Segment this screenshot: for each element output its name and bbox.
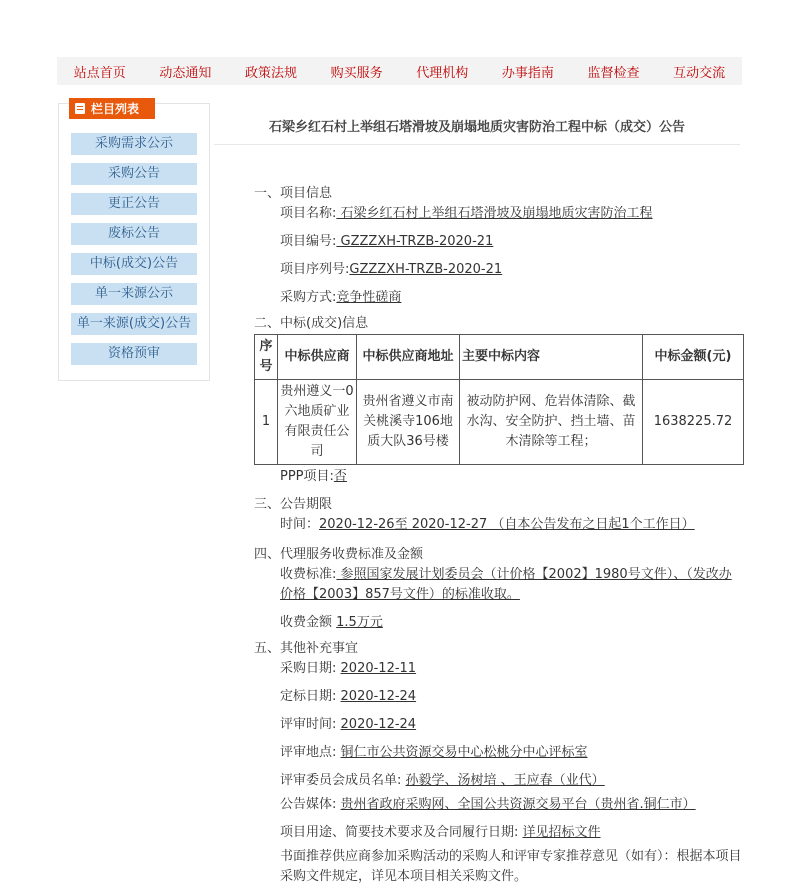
purchase-method: 竞争性磋商 bbox=[336, 290, 402, 305]
review-members: 孙毅学、汤树培 、王应春（业代） bbox=[405, 773, 605, 788]
nav-item[interactable]: 政策法规 bbox=[245, 65, 298, 81]
sidebar-item[interactable]: 资格预审 bbox=[71, 343, 197, 365]
cell-seq: 1 bbox=[255, 380, 278, 465]
cell-address: 贵州省遵义市南关桃溪寺106地质大队36号楼 bbox=[357, 380, 460, 465]
table-row bbox=[255, 380, 744, 465]
section-3-heading: 三、公告期限 bbox=[254, 497, 333, 512]
th-address: 中标供应商地址 bbox=[357, 335, 460, 380]
sidebar-item[interactable]: 采购公告 bbox=[71, 163, 197, 185]
nav-item[interactable]: 代理机构 bbox=[416, 65, 469, 81]
project-seq: GZZZXH-TRZB-2020-21 bbox=[349, 262, 503, 277]
article-title: 石梁乡红石村上举组石塔滑坡及崩塌地质灾害防治工程中标（成交）公告 bbox=[268, 120, 685, 135]
nav-item[interactable]: 购买服务 bbox=[330, 65, 383, 81]
section-2-heading: 二、中标(成交)信息 bbox=[254, 316, 369, 331]
project-seq-label: 项目序列号: bbox=[280, 262, 350, 277]
nav-item[interactable]: 站点首页 bbox=[73, 65, 126, 81]
recommend-note: 书面推荐供应商参加采购活动的采购人和评审专家推荐意见（如有）：根据本项目采购文件规定，详见本项目相关采购文件。 bbox=[280, 849, 742, 884]
cell-amount: 1638225.72 bbox=[643, 380, 744, 465]
review-place: 铜仁市公共资源交易中心松桃分中心评标室 bbox=[340, 745, 588, 760]
project-code: GZZZXH-TRZB-2020-21 bbox=[336, 234, 494, 249]
section-5-heading: 五、其他补充事宜 bbox=[254, 641, 359, 656]
th-seq: 序号 bbox=[255, 335, 278, 380]
sidebar-item[interactable]: 废标公告 bbox=[71, 223, 197, 245]
cell-supplier: 贵州遵义一0六地质矿业有限责任公司 bbox=[278, 380, 357, 465]
usage-label: 项目用途、简要技术要求及合同履行日期: bbox=[280, 825, 519, 840]
review-date-label: 评审时间: bbox=[280, 717, 337, 732]
project-name: 石梁乡红石村上举组石塔滑坡及崩塌地质灾害防治工程 bbox=[336, 206, 653, 221]
article-content bbox=[254, 184, 744, 891]
nav-item[interactable]: 办事指南 bbox=[501, 65, 554, 81]
method-label: 采购方式: bbox=[280, 290, 337, 305]
sidebar-title: 栏目列表 bbox=[91, 102, 140, 116]
top-nav bbox=[57, 57, 742, 85]
fee-amount-label: 收费金额 bbox=[280, 615, 333, 630]
th-supplier: 中标供应商 bbox=[278, 335, 357, 380]
cell-content: 被动防护网、危岩体清除、截水沟、安全防护、挡土墙、苗木清除等工程； bbox=[460, 380, 643, 465]
sidebar-item[interactable]: 更正公告 bbox=[71, 193, 197, 215]
sidebar-item[interactable]: 中标(成交)公告 bbox=[71, 253, 197, 275]
members-label: 评审委员会成员名单: bbox=[280, 773, 402, 788]
sidebar-item[interactable]: 单一来源公示 bbox=[71, 283, 197, 305]
media-label: 公告媒体: bbox=[280, 797, 337, 812]
announce-period: 2020-12-26至 2020-12-27 （自本公告发布之日起1个工作日） bbox=[319, 517, 695, 532]
sidebar-list bbox=[71, 133, 197, 373]
sidebar-item[interactable]: 采购需求公示 bbox=[71, 133, 197, 155]
review-place-label: 评审地点: bbox=[280, 745, 337, 760]
list-icon bbox=[75, 103, 85, 114]
nav-item[interactable]: 监督检查 bbox=[587, 65, 640, 81]
project-name-label: 项目名称: bbox=[280, 206, 337, 221]
announce-media: 贵州省政府采购网、全国公共资源交易平台（贵州省.铜仁市） bbox=[340, 797, 696, 812]
title-divider bbox=[214, 144, 740, 145]
table-header-row bbox=[255, 335, 744, 380]
ppp-label: PPP项目: bbox=[280, 469, 334, 484]
project-code-label: 项目编号: bbox=[280, 234, 337, 249]
sidebar bbox=[58, 103, 210, 381]
review-date: 2020-12-24 bbox=[340, 717, 417, 732]
section-4-heading: 四、代理服务收费标准及金额 bbox=[254, 547, 424, 562]
award-date: 2020-12-24 bbox=[340, 689, 417, 704]
purchase-date: 2020-12-11 bbox=[340, 661, 417, 676]
th-amount: 中标金额(元) bbox=[643, 335, 744, 380]
ppp-value: 否 bbox=[333, 469, 347, 484]
sidebar-item[interactable]: 单一来源(成交)公告 bbox=[71, 313, 197, 335]
fee-amount: 1.5万元 bbox=[336, 615, 383, 630]
th-content: 主要中标内容 bbox=[460, 335, 643, 380]
fee-std-label: 收费标准: bbox=[280, 567, 337, 582]
award-date-label: 定标日期: bbox=[280, 689, 337, 704]
sidebar-title-tab bbox=[69, 98, 155, 119]
time-label: 时间： bbox=[280, 517, 320, 532]
award-table bbox=[254, 334, 744, 465]
section-1-heading: 一、项目信息 bbox=[254, 186, 333, 201]
nav-item[interactable]: 动态通知 bbox=[159, 65, 212, 81]
nav-item[interactable]: 互动交流 bbox=[673, 65, 726, 81]
fee-standard: 参照国家发展计划委员会（计价格【2002】1980号文件）、（发改办价格【2003】857号文件）的标准收取。 bbox=[280, 567, 732, 602]
project-usage: 详见招标文件 bbox=[522, 825, 601, 840]
purchase-date-label: 采购日期: bbox=[280, 661, 337, 676]
